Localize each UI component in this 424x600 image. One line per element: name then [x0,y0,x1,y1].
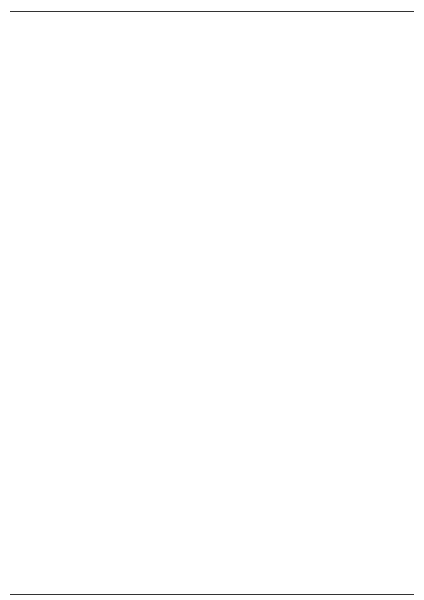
page-header [10,4,414,12]
page-footer [10,594,414,596]
left-column [10,15,208,583]
right-column [215,15,413,583]
text-columns [10,15,414,583]
